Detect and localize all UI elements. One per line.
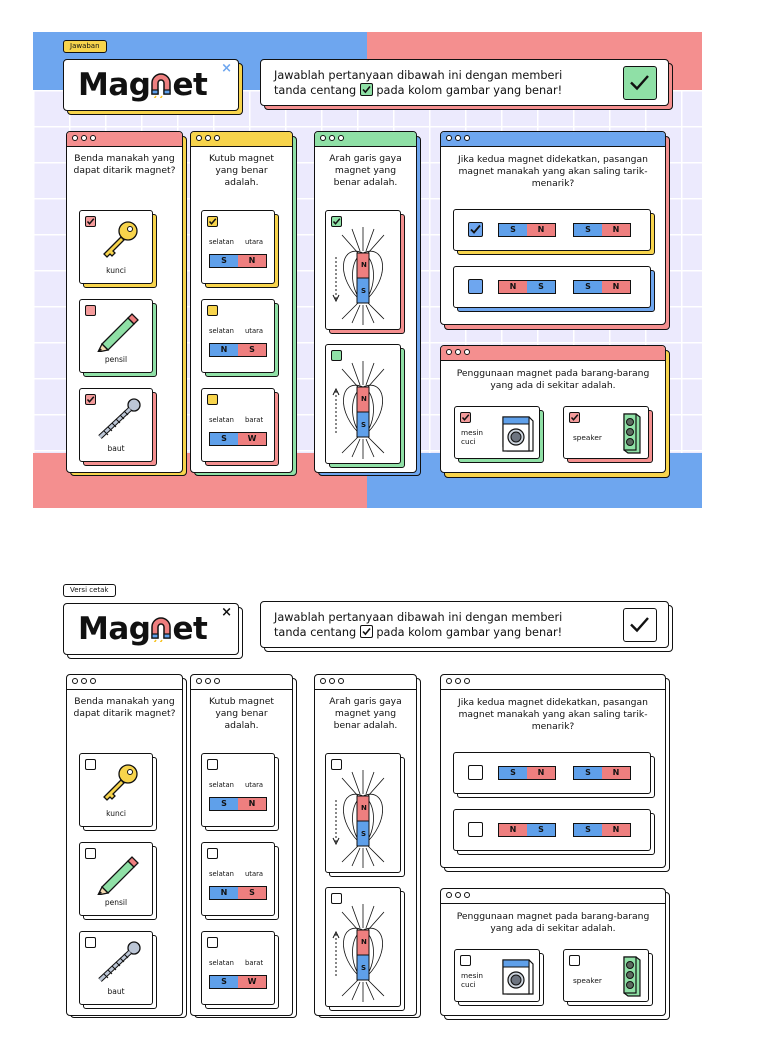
option-label: pensil [104,355,128,364]
key-icon [98,219,140,261]
q5-option-speaker[interactable] [563,406,649,459]
option-label: kunci [106,809,126,818]
pole-label-left: selatan [209,238,234,246]
q1-option-kunci[interactable] [79,753,153,827]
q3-question: Arah garis gaya magnet yang benar adalah. [329,153,402,188]
pole-label-right: utara [245,781,264,789]
instruction-line-1: Jawablah pertanyaan dibawah ini dengan memberi [274,611,563,624]
logo-card [63,59,239,111]
washing-machine-icon [499,413,535,453]
title: Mag et [78,67,208,103]
q4-option-2[interactable] [453,809,651,851]
inline-check-icon [360,625,373,638]
q2-option-3[interactable] [201,931,275,1005]
bar-magnet-b: S N [573,223,631,237]
q5-question: Penggunaan magnet pada barang-barang yang ada di sekitar adalah. [456,368,650,391]
pole-n: N [361,804,367,812]
bar-magnet: S N [209,797,267,811]
q2-question: Kutub magnet yang benar adalah. [208,696,275,731]
q5-question: Penggunaan magnet pada barang-barang yang ada di sekitar adalah. [456,911,650,934]
option-label: baut [107,987,125,996]
q2-question: Kutub magnet yang benar adalah. [208,153,275,188]
pole-n: N [361,261,367,269]
answer-sheet [33,32,702,508]
option-label: baut [107,444,125,453]
magnet-icon [150,616,172,642]
instruction-line-2b: pada kolom gambar yang benar! [376,626,563,639]
pencil-icon [94,853,140,895]
q1-question: Benda manakah yang dapat ditarik magnet? [73,696,176,719]
checkbox[interactable] [207,848,218,859]
speaker-icon [620,954,644,998]
q4-question: Jika kedua magnet didekatkan, pasangan magnet manakah yang akan saling tarik-menarik? [458,697,648,732]
q1-question: Benda manakah yang dapat ditarik magnet? [73,153,176,176]
big-check-icon [623,66,657,100]
pole-n: N [361,395,367,403]
q2-option-1[interactable] [201,753,275,827]
checkbox[interactable] [460,412,471,423]
q3-question: Arah garis gaya magnet yang benar adalah. [329,696,402,731]
pole-label-left: selatan [209,327,234,335]
q1-option-pensil[interactable] [79,299,153,373]
bar-magnet-a: N S [498,280,556,294]
checkbox[interactable] [468,765,483,780]
q3-option-2[interactable] [325,887,401,1007]
checkbox[interactable] [85,216,96,227]
bar-magnet-a: S N [498,766,556,780]
bar-magnet-b: S N [573,766,631,780]
big-check-icon [623,608,657,642]
q4-option-1[interactable] [453,752,651,794]
bar-magnet: S W [209,975,267,989]
q2-option-2[interactable] [201,842,275,916]
instruction-card [260,59,669,106]
close-icon: × [221,605,232,620]
q5-option-mesin-cuci[interactable] [454,406,540,459]
pole-label-right: utara [245,870,264,878]
checkbox[interactable] [569,412,580,423]
checkbox[interactable] [468,822,483,837]
checkbox[interactable] [207,937,218,948]
field-lines-icon [330,766,396,870]
q1-option-kunci[interactable] [79,210,153,284]
pole-label-left: selatan [209,870,234,878]
option-label: cuci [461,980,476,989]
q2-window [190,131,293,473]
q5-option-speaker[interactable] [563,949,649,1002]
q1-option-baut[interactable] [79,931,153,1005]
pole-label-right: barat [245,416,264,424]
option-label: mesin [461,971,484,980]
bar-magnet: S W [209,432,267,446]
q3-window [314,674,417,1016]
title: Mag et [78,611,208,647]
q4-window [440,131,666,325]
option-label: kunci [106,266,126,275]
q2-option-2[interactable] [201,299,275,373]
q5-window [440,345,666,473]
inline-check-icon [360,83,373,96]
bolt-icon [94,940,142,984]
instruction-line-1: Jawablah pertanyaan dibawah ini dengan memberi [274,69,563,82]
q4-option-2[interactable] [453,266,651,308]
bar-magnet-b: S N [573,280,631,294]
pole-s: S [361,287,367,295]
checkbox[interactable] [207,759,218,770]
key-icon [98,762,140,804]
pole-label-right: utara [245,327,264,335]
checkbox[interactable] [569,955,580,966]
logo-card [63,603,239,655]
checkbox[interactable] [207,216,218,227]
pole-s: S [361,421,367,429]
q3-option-1[interactable] [325,753,401,873]
checkbox[interactable] [468,279,483,294]
option-label: cuci [461,437,476,446]
close-icon: × [221,61,232,76]
q2-option-3[interactable] [201,388,275,462]
instruction-line-2a: tanda centang [274,84,357,97]
q5-option-mesin-cuci[interactable] [454,949,540,1002]
bar-magnet: S N [209,254,267,268]
bar-magnet: N S [209,886,267,900]
checkbox[interactable] [468,222,483,237]
bar-magnet-a: N S [498,823,556,837]
pole-label-left: selatan [209,959,234,967]
sheet-tag: Versi cetak [63,584,116,597]
pole-label-right: barat [245,959,264,967]
pole-label-right: utara [245,238,264,246]
q3-option-1[interactable] [325,210,401,330]
field-lines-icon [330,357,396,461]
magnet-icon [150,72,172,98]
option-label: speaker [573,976,602,985]
q3-option-2[interactable] [325,344,401,464]
q4-option-1[interactable] [453,209,651,251]
q5-window [440,888,666,1016]
bar-magnet: N S [209,343,267,357]
bar-magnet-a: S N [498,223,556,237]
print-sheet [33,581,702,1057]
pole-label-left: selatan [209,781,234,789]
pole-n: N [361,938,367,946]
instruction-line-2a: tanda centang [274,626,357,639]
instruction-card [260,601,669,648]
pole-s: S [361,964,367,972]
q1-window [66,131,183,473]
pole-s: S [361,830,367,838]
pencil-icon [94,310,140,352]
q4-window [440,674,666,868]
washing-machine-icon [499,956,535,996]
q4-question: Jika kedua magnet didekatkan, pasangan magnet manakah yang akan saling tarik-menarik? [458,154,648,189]
pole-label-left: selatan [209,416,234,424]
checkbox[interactable] [460,955,471,966]
checkbox[interactable] [207,305,218,316]
option-label: pensil [104,898,128,907]
option-label: mesin [461,428,484,437]
q2-window [190,674,293,1016]
q2-option-1[interactable] [201,210,275,284]
checkbox[interactable] [207,394,218,405]
q1-option-baut[interactable] [79,388,153,462]
bolt-icon [94,397,142,441]
option-label: speaker [573,433,602,442]
q1-option-pensil[interactable] [79,842,153,916]
field-lines-icon [330,900,396,1004]
checkbox[interactable] [85,759,96,770]
q3-window [314,131,417,473]
field-lines-icon [330,223,396,327]
sheet-tag: Jawaban [63,40,107,53]
instruction-line-2b: pada kolom gambar yang benar! [376,84,563,97]
bar-magnet-b: S N [573,823,631,837]
q1-window [66,674,183,1016]
speaker-icon [620,411,644,455]
